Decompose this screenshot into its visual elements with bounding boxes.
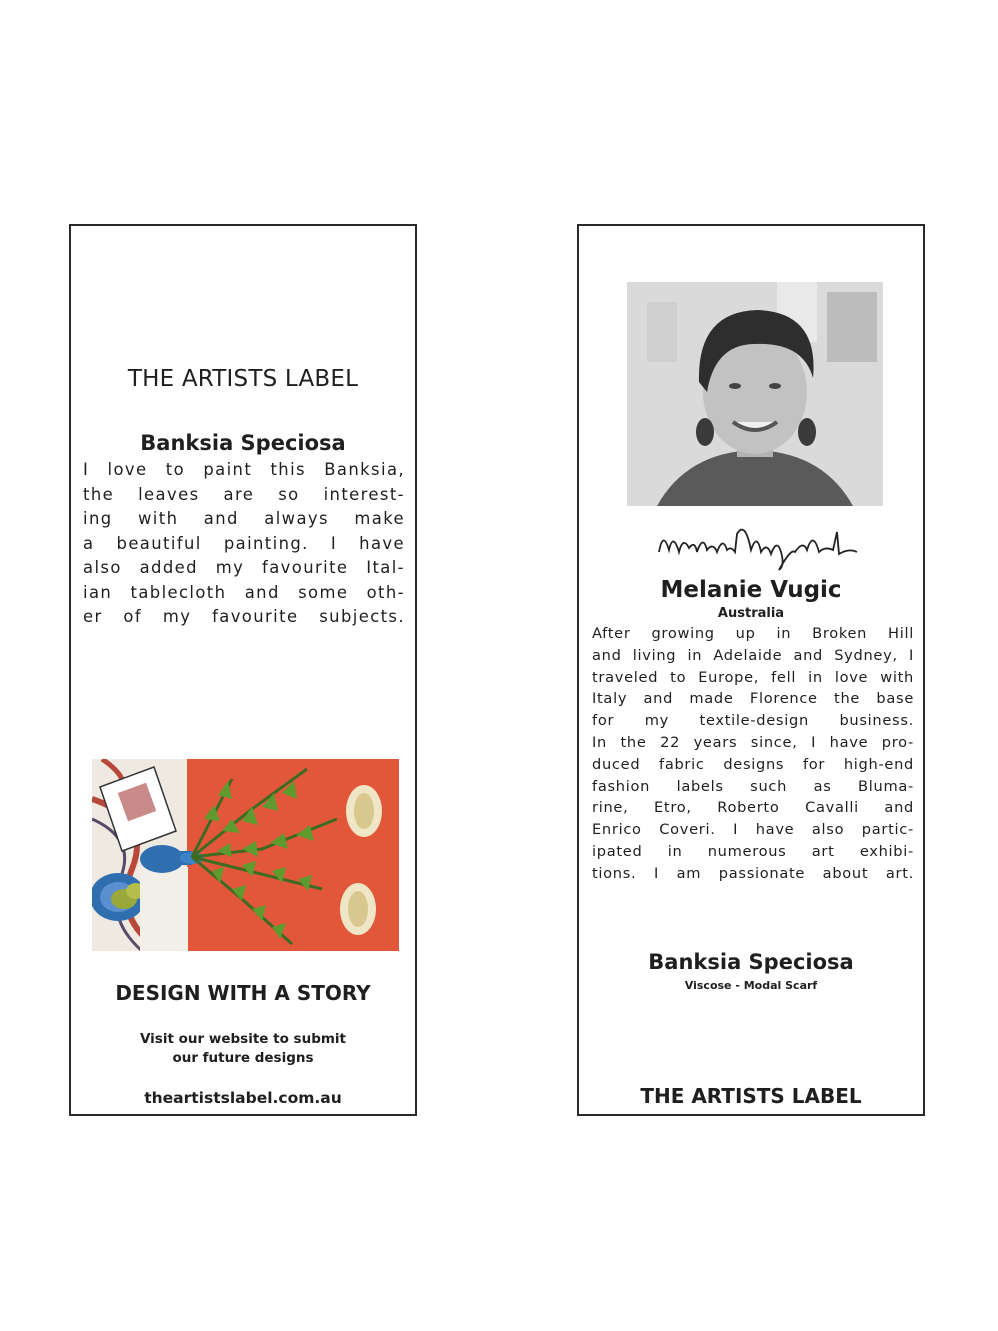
bio-line: traveled to Europe, fell in love with [592, 668, 914, 686]
artist-portrait-photo [627, 282, 883, 506]
bio-line: and living in Adelaide and Sydney, I [592, 646, 914, 664]
bio-line: After growing up in Broken Hill [592, 625, 914, 642]
description-line: I love to paint this Banksia, [83, 460, 405, 479]
brand-heading: THE ARTISTS LABEL [127, 366, 359, 392]
description-line: er of my favourite subjects. [83, 607, 405, 626]
description-line: a beautiful painting. I have [83, 533, 405, 553]
design-description [83, 458, 405, 630]
brand-footer: THE ARTISTS LABEL [640, 1084, 862, 1108]
visit-text-line-1: Visit our website to submit [139, 1031, 347, 1047]
design-title: Banksia Speciosa [648, 950, 854, 974]
bio-line: for my textile-design business. [592, 712, 914, 730]
artist-label-card-front [69, 224, 417, 1116]
tagline: DESIGN WITH A STORY [115, 981, 371, 1005]
bio-line: Italy and made Florence the base [592, 690, 914, 708]
bio-line: tions. I am passionate about art. [592, 864, 914, 882]
bio-line: rine, Etro, Roberto Cavalli and [592, 799, 914, 817]
banksia-painting-image [92, 759, 399, 951]
artist-signature [653, 512, 865, 572]
bio-line: fashion labels such as Bluma- [592, 777, 914, 795]
bio-line: In the 22 years since, I have pro- [592, 733, 914, 751]
artist-bio [592, 623, 914, 885]
description-line: ing with and always make [83, 509, 405, 528]
description-line: the leaves are so interest- [83, 484, 405, 504]
bio-line: ipated in numerous art exhibi- [592, 842, 914, 860]
description-line: ian tablecloth and some oth- [83, 582, 405, 602]
design-title: Banksia Speciosa [140, 431, 346, 455]
material-label: Viscose - Modal Scarf [684, 979, 818, 992]
artist-label-card-back [577, 224, 925, 1116]
website-url: theartistslabel.com.au [144, 1089, 342, 1107]
visit-text-line-2: our future designs [172, 1050, 314, 1066]
description-line: also added my favourite Ital- [83, 558, 405, 577]
bio-line: duced fabric designs for high-end [592, 755, 914, 773]
artist-country: Australia [717, 606, 785, 621]
bio-line: Enrico Coveri. I have also partic- [592, 821, 914, 839]
artist-name: Melanie Vugic [660, 577, 842, 603]
